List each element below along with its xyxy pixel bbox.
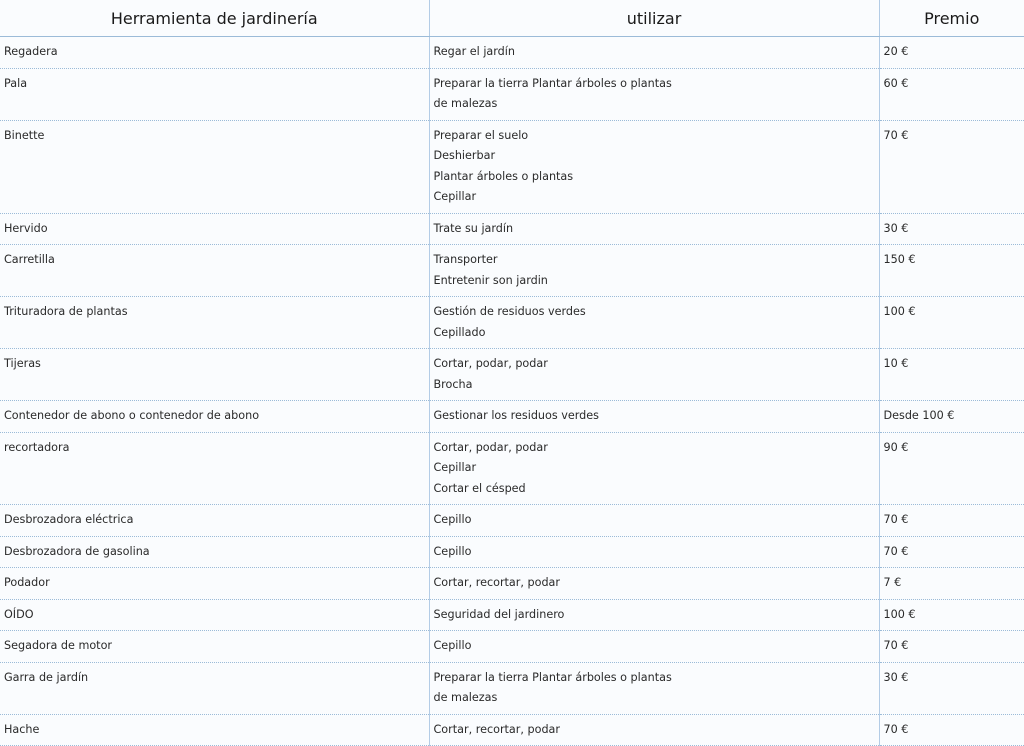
cell-price: 70 € (879, 505, 1024, 537)
cell-price: 7 € (879, 568, 1024, 600)
header-tool: Herramienta de jardinería (0, 0, 429, 37)
cell-price: 90 € (879, 432, 1024, 505)
cell-tool: OÍDO (0, 599, 429, 631)
cell-uses (429, 401, 879, 433)
cell-price: 100 € (879, 599, 1024, 631)
table-row (0, 120, 1024, 213)
cell-tool: Hervido (0, 213, 429, 245)
use-line: Cortar el césped (433, 481, 526, 495)
table-row (0, 714, 1024, 746)
cell-uses (429, 536, 879, 568)
cell-uses (429, 432, 879, 505)
cell-uses (429, 213, 879, 245)
cell-price: 30 € (879, 213, 1024, 245)
cell-uses (429, 662, 879, 714)
cell-price: 30 € (879, 662, 1024, 714)
use-line: Transporter (433, 253, 498, 266)
cell-tool: Tijeras (0, 349, 429, 401)
use-line: Deshierbar (433, 149, 496, 162)
cell-price: 60 € (879, 68, 1024, 120)
cell-tool: Carretilla (0, 245, 429, 297)
cell-price: 70 € (879, 120, 1024, 213)
cell-tool: Regadera (0, 37, 429, 69)
cell-price: 150 € (879, 245, 1024, 297)
use-line: Cepillar (433, 461, 477, 474)
cell-uses (429, 245, 879, 297)
use-line: Preparar la tierra Plantar árboles o plantas de malezas (433, 76, 672, 110)
cell-uses (429, 568, 879, 600)
cell-uses (429, 297, 879, 349)
cell-price: 100 € (879, 297, 1024, 349)
cell-price: 10 € (879, 349, 1024, 401)
cell-tool: recortadora (0, 432, 429, 505)
cell-tool: Pala (0, 68, 429, 120)
cell-tool: Garra de jardín (0, 662, 429, 714)
use-line: Regar el jardín (433, 45, 515, 58)
use-line: Trate su jardín (433, 221, 514, 235)
table-row (0, 536, 1024, 568)
cell-tool: Hache (0, 714, 429, 746)
cell-tool: Contenedor de abono o contenedor de abono (0, 401, 429, 433)
use-line: Preparar el suelo (433, 128, 529, 142)
table-row (0, 662, 1024, 714)
cell-uses (429, 37, 879, 69)
table-body (0, 37, 1024, 746)
use-line: Preparar la tierra Plantar árboles o plantas de malezas (433, 670, 672, 704)
use-line: Cortar, podar, podar (433, 440, 548, 454)
table-row (0, 599, 1024, 631)
cell-tool: Binette (0, 120, 429, 213)
use-line: Cepillo (433, 544, 472, 558)
table-row (0, 401, 1024, 433)
table-row (0, 68, 1024, 120)
cell-uses (429, 631, 879, 663)
cell-uses (429, 120, 879, 213)
use-line: Gestionar los residuos verdes (433, 409, 599, 422)
use-line: Seguridad del jardinero (433, 607, 565, 621)
header-uses: utilizar (429, 0, 879, 37)
cell-tool: Desbrozadora de gasolina (0, 536, 429, 568)
use-line: Cortar, podar, podar (433, 357, 548, 370)
cell-tool: Desbrozadora eléctrica (0, 505, 429, 537)
use-line: Plantar árboles o plantas (433, 169, 574, 183)
cell-tool: Segadora de motor (0, 631, 429, 663)
cell-uses (429, 68, 879, 120)
cell-price: 20 € (879, 37, 1024, 69)
use-line: Cepillo (433, 513, 472, 526)
header-price: Premio (879, 0, 1024, 37)
cell-price: 70 € (879, 714, 1024, 746)
use-line: Cepillar (433, 190, 477, 203)
cell-price: 70 € (879, 631, 1024, 663)
table-row (0, 245, 1024, 297)
table-row (0, 505, 1024, 537)
use-line: Cortar, recortar, podar (433, 722, 560, 736)
cell-tool: Trituradora de plantas (0, 297, 429, 349)
table-row (0, 631, 1024, 663)
cell-price: Desde 100 € (879, 401, 1024, 433)
cell-price: 70 € (879, 536, 1024, 568)
cell-uses (429, 599, 879, 631)
table-row (0, 349, 1024, 401)
use-line: Cortar, recortar, podar (433, 576, 560, 589)
cell-uses (429, 505, 879, 537)
table-row (0, 568, 1024, 600)
use-line: Cepillado (433, 325, 486, 339)
table-header-row (0, 0, 1024, 37)
cell-uses (429, 714, 879, 746)
cell-tool: Podador (0, 568, 429, 600)
table-row (0, 432, 1024, 505)
use-line: Gestión de residuos verdes (433, 305, 586, 318)
cell-uses (429, 349, 879, 401)
use-line: Cepillo (433, 639, 472, 652)
use-line: Entretenir son jardin (433, 273, 548, 287)
table-row (0, 213, 1024, 245)
table-row (0, 37, 1024, 69)
table-row (0, 297, 1024, 349)
use-line: Brocha (433, 377, 473, 391)
